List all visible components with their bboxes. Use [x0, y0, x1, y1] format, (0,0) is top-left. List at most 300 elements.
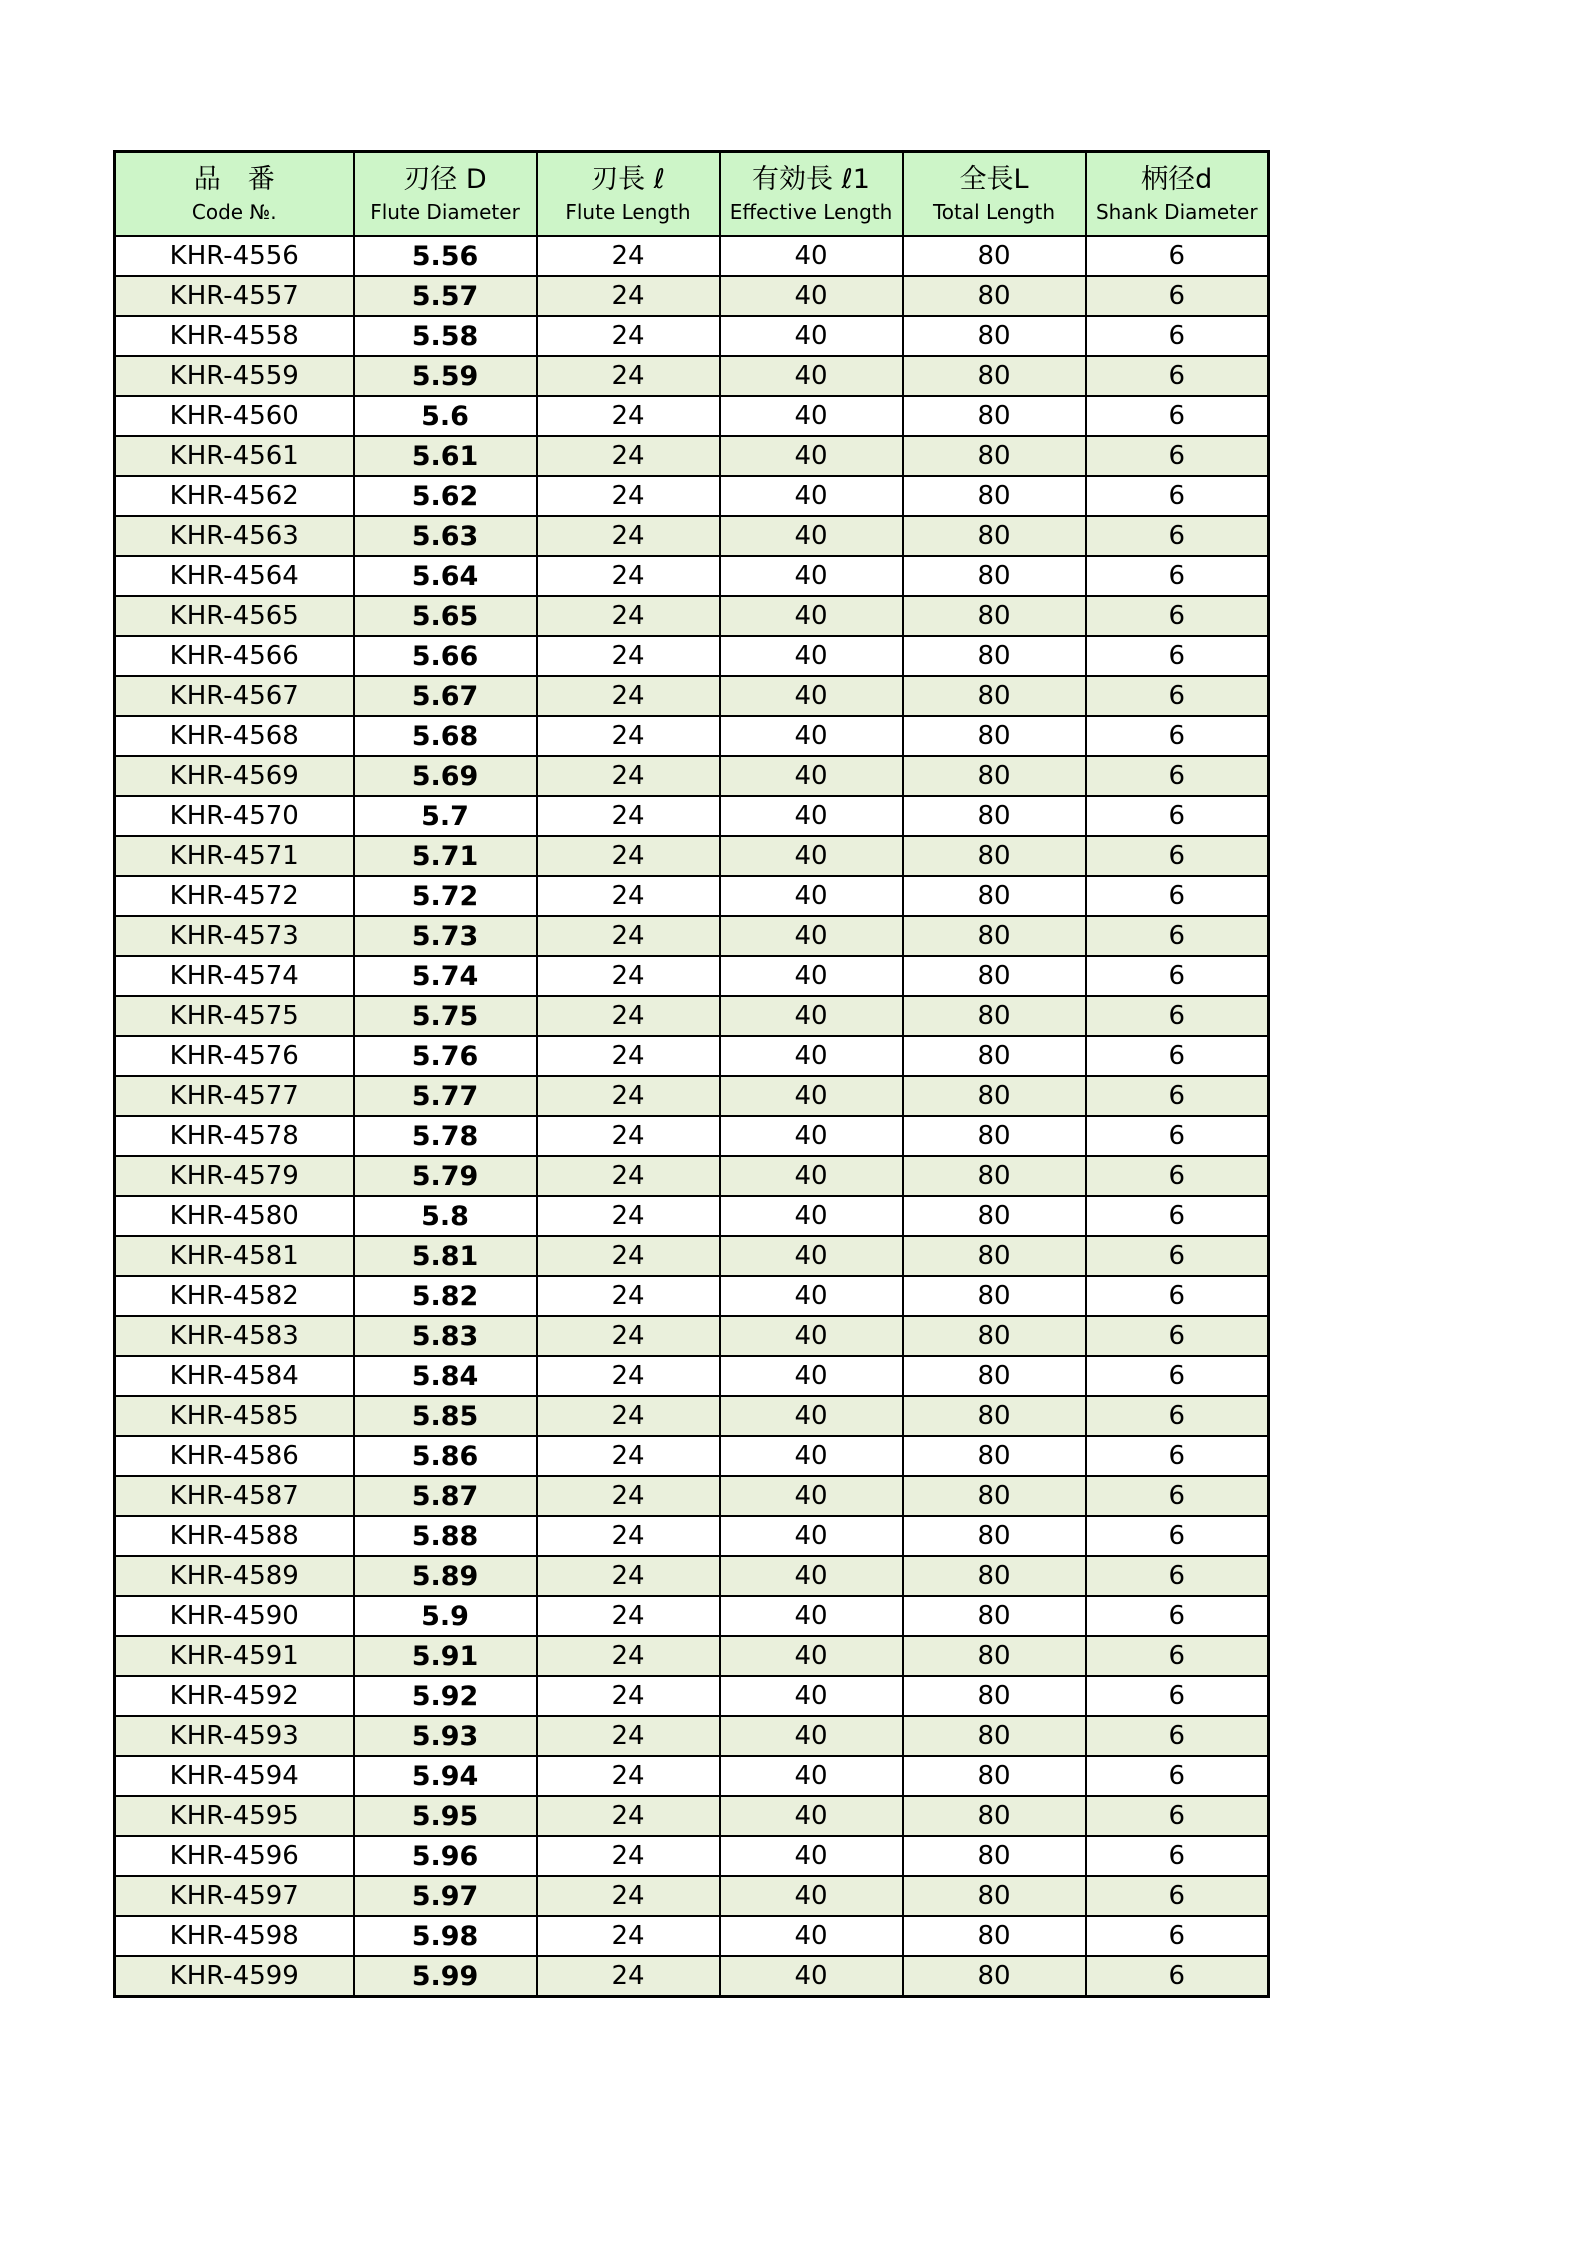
- effective-length-cell: 40: [720, 556, 903, 596]
- flute-length-cell: 24: [537, 1556, 720, 1596]
- shank-diameter-cell: 6: [1086, 1596, 1269, 1636]
- table-row: [115, 1236, 1269, 1276]
- code-cell: KHR-4590: [115, 1596, 354, 1636]
- header-shank-diameter-jp: 柄径d: [1141, 164, 1213, 196]
- header-shank-diameter-en: Shank Diameter: [1095, 199, 1258, 224]
- code-cell: KHR-4573: [115, 916, 354, 956]
- shank-diameter-cell: 6: [1086, 876, 1269, 916]
- table-row: [115, 1556, 1269, 1596]
- table-row: [115, 436, 1269, 476]
- total-length-cell: 80: [903, 316, 1086, 356]
- shank-diameter-cell: 6: [1086, 276, 1269, 316]
- code-cell: KHR-4588: [115, 1516, 354, 1556]
- total-length-cell: 80: [903, 836, 1086, 876]
- effective-length-cell: 40: [720, 1156, 903, 1196]
- total-length-cell: 80: [903, 1436, 1086, 1476]
- flute-diameter-cell: 5.79: [354, 1156, 537, 1196]
- table-row: [115, 756, 1269, 796]
- table-row: [115, 1836, 1269, 1876]
- flute-diameter-cell: 5.78: [354, 1116, 537, 1156]
- shank-diameter-cell: 6: [1086, 916, 1269, 956]
- shank-diameter-cell: 6: [1086, 356, 1269, 396]
- flute-diameter-cell: 5.94: [354, 1756, 537, 1796]
- table-row: [115, 716, 1269, 756]
- flute-diameter-cell: 5.66: [354, 636, 537, 676]
- flute-diameter-cell: 5.81: [354, 1236, 537, 1276]
- total-length-cell: 80: [903, 716, 1086, 756]
- flute-diameter-cell: 5.91: [354, 1636, 537, 1676]
- total-length-cell: 80: [903, 1636, 1086, 1676]
- shank-diameter-cell: 6: [1086, 1636, 1269, 1676]
- flute-diameter-cell: 5.61: [354, 436, 537, 476]
- table-row: [115, 1316, 1269, 1356]
- table-row: [115, 1076, 1269, 1116]
- total-length-cell: 80: [903, 1676, 1086, 1716]
- header-flute-diameter-en: Flute Diameter: [370, 199, 520, 224]
- total-length-cell: 80: [903, 236, 1086, 276]
- total-length-cell: 80: [903, 1356, 1086, 1396]
- header-shank-diameter: [1086, 152, 1269, 237]
- shank-diameter-cell: 6: [1086, 716, 1269, 756]
- code-cell: KHR-4566: [115, 636, 354, 676]
- effective-length-cell: 40: [720, 1836, 903, 1876]
- total-length-cell: 80: [903, 1476, 1086, 1516]
- table-row: [115, 1516, 1269, 1556]
- flute-length-cell: 24: [537, 1276, 720, 1316]
- effective-length-cell: 40: [720, 236, 903, 276]
- flute-length-cell: 24: [537, 1716, 720, 1756]
- flute-diameter-cell: 5.67: [354, 676, 537, 716]
- table-row: [115, 1676, 1269, 1716]
- flute-length-cell: 24: [537, 676, 720, 716]
- shank-diameter-cell: 6: [1086, 1196, 1269, 1236]
- flute-diameter-cell: 5.98: [354, 1916, 537, 1956]
- flute-diameter-cell: 5.68: [354, 716, 537, 756]
- table-row: [115, 596, 1269, 636]
- shank-diameter-cell: 6: [1086, 1836, 1269, 1876]
- table-row: [115, 1756, 1269, 1796]
- table-row: [115, 1036, 1269, 1076]
- flute-diameter-cell: 5.93: [354, 1716, 537, 1756]
- code-cell: KHR-4577: [115, 1076, 354, 1116]
- table-row: [115, 916, 1269, 956]
- table-row: [115, 1636, 1269, 1676]
- table-row: [115, 396, 1269, 436]
- flute-length-cell: 24: [537, 836, 720, 876]
- header-code: [115, 152, 354, 237]
- flute-length-cell: 24: [537, 1156, 720, 1196]
- code-cell: KHR-4598: [115, 1916, 354, 1956]
- flute-diameter-cell: 5.96: [354, 1836, 537, 1876]
- flute-length-cell: 24: [537, 1476, 720, 1516]
- code-cell: KHR-4558: [115, 316, 354, 356]
- effective-length-cell: 40: [720, 476, 903, 516]
- flute-length-cell: 24: [537, 956, 720, 996]
- effective-length-cell: 40: [720, 1556, 903, 1596]
- total-length-cell: 80: [903, 1516, 1086, 1556]
- total-length-cell: 80: [903, 556, 1086, 596]
- table-row: [115, 996, 1269, 1036]
- header-flute-diameter: [354, 152, 537, 237]
- shank-diameter-cell: 6: [1086, 1556, 1269, 1596]
- flute-length-cell: 24: [537, 1396, 720, 1436]
- shank-diameter-cell: 6: [1086, 1236, 1269, 1276]
- effective-length-cell: 40: [720, 676, 903, 716]
- total-length-cell: 80: [903, 1596, 1086, 1636]
- effective-length-cell: 40: [720, 1116, 903, 1156]
- table-row: [115, 316, 1269, 356]
- shank-diameter-cell: 6: [1086, 1796, 1269, 1836]
- effective-length-cell: 40: [720, 1796, 903, 1836]
- header-total-length: [903, 152, 1086, 237]
- total-length-cell: 80: [903, 1116, 1086, 1156]
- code-cell: KHR-4585: [115, 1396, 354, 1436]
- table-row: [115, 1596, 1269, 1636]
- shank-diameter-cell: 6: [1086, 396, 1269, 436]
- flute-diameter-cell: 5.8: [354, 1196, 537, 1236]
- total-length-cell: 80: [903, 796, 1086, 836]
- flute-diameter-cell: 5.71: [354, 836, 537, 876]
- total-length-cell: 80: [903, 636, 1086, 676]
- flute-length-cell: 24: [537, 1236, 720, 1276]
- code-cell: KHR-4569: [115, 756, 354, 796]
- code-cell: KHR-4572: [115, 876, 354, 916]
- code-cell: KHR-4578: [115, 1116, 354, 1156]
- header-total-length-jp: 全長L: [959, 164, 1029, 196]
- code-cell: KHR-4580: [115, 1196, 354, 1236]
- flute-diameter-cell: 5.88: [354, 1516, 537, 1556]
- flute-length-cell: 24: [537, 236, 720, 276]
- effective-length-cell: 40: [720, 836, 903, 876]
- total-length-cell: 80: [903, 1756, 1086, 1796]
- total-length-cell: 80: [903, 596, 1086, 636]
- total-length-cell: 80: [903, 1836, 1086, 1876]
- effective-length-cell: 40: [720, 996, 903, 1036]
- effective-length-cell: 40: [720, 356, 903, 396]
- total-length-cell: 80: [903, 1316, 1086, 1356]
- flute-diameter-cell: 5.83: [354, 1316, 537, 1356]
- flute-length-cell: 24: [537, 1796, 720, 1836]
- shank-diameter-cell: 6: [1086, 1956, 1269, 1997]
- effective-length-cell: 40: [720, 516, 903, 556]
- code-cell: KHR-4583: [115, 1316, 354, 1356]
- total-length-cell: 80: [903, 1076, 1086, 1116]
- code-cell: KHR-4565: [115, 596, 354, 636]
- table-row: [115, 796, 1269, 836]
- code-cell: KHR-4589: [115, 1556, 354, 1596]
- total-length-cell: 80: [903, 1796, 1086, 1836]
- code-cell: KHR-4568: [115, 716, 354, 756]
- shank-diameter-cell: 6: [1086, 1116, 1269, 1156]
- flute-diameter-cell: 5.72: [354, 876, 537, 916]
- shank-diameter-cell: 6: [1086, 596, 1269, 636]
- table-row: [115, 276, 1269, 316]
- flute-length-cell: 24: [537, 1316, 720, 1356]
- shank-diameter-cell: 6: [1086, 956, 1269, 996]
- shank-diameter-cell: 6: [1086, 1476, 1269, 1516]
- shank-diameter-cell: 6: [1086, 1076, 1269, 1116]
- shank-diameter-cell: 6: [1086, 1716, 1269, 1756]
- flute-diameter-cell: 5.99: [354, 1956, 537, 1997]
- code-cell: KHR-4582: [115, 1276, 354, 1316]
- flute-length-cell: 24: [537, 1196, 720, 1236]
- total-length-cell: 80: [903, 1276, 1086, 1316]
- flute-diameter-cell: 5.62: [354, 476, 537, 516]
- flute-length-cell: 24: [537, 1596, 720, 1636]
- shank-diameter-cell: 6: [1086, 1316, 1269, 1356]
- flute-diameter-cell: 5.59: [354, 356, 537, 396]
- flute-diameter-cell: 5.75: [354, 996, 537, 1036]
- total-length-cell: 80: [903, 1876, 1086, 1916]
- effective-length-cell: 40: [720, 1636, 903, 1676]
- effective-length-cell: 40: [720, 396, 903, 436]
- table-row: [115, 1276, 1269, 1316]
- flute-diameter-cell: 5.97: [354, 1876, 537, 1916]
- flute-diameter-cell: 5.56: [354, 236, 537, 276]
- table-row: [115, 1716, 1269, 1756]
- code-cell: KHR-4594: [115, 1756, 354, 1796]
- flute-length-cell: 24: [537, 1876, 720, 1916]
- shank-diameter-cell: 6: [1086, 836, 1269, 876]
- total-length-cell: 80: [903, 956, 1086, 996]
- table-row: [115, 556, 1269, 596]
- total-length-cell: 80: [903, 396, 1086, 436]
- total-length-cell: 80: [903, 436, 1086, 476]
- shank-diameter-cell: 6: [1086, 1036, 1269, 1076]
- shank-diameter-cell: 6: [1086, 1876, 1269, 1916]
- flute-length-cell: 24: [537, 1356, 720, 1396]
- code-cell: KHR-4574: [115, 956, 354, 996]
- shank-diameter-cell: 6: [1086, 1276, 1269, 1316]
- effective-length-cell: 40: [720, 1276, 903, 1316]
- effective-length-cell: 40: [720, 1076, 903, 1116]
- header-effective-length: [720, 152, 903, 237]
- effective-length-cell: 40: [720, 876, 903, 916]
- table-row: [115, 956, 1269, 996]
- effective-length-cell: 40: [720, 796, 903, 836]
- total-length-cell: 80: [903, 676, 1086, 716]
- flute-length-cell: 24: [537, 796, 720, 836]
- code-cell: KHR-4599: [115, 1956, 354, 1997]
- flute-diameter-cell: 5.58: [354, 316, 537, 356]
- flute-diameter-cell: 5.69: [354, 756, 537, 796]
- effective-length-cell: 40: [720, 756, 903, 796]
- shank-diameter-cell: 6: [1086, 1916, 1269, 1956]
- shank-diameter-cell: 6: [1086, 556, 1269, 596]
- flute-length-cell: 24: [537, 1676, 720, 1716]
- flute-diameter-cell: 5.73: [354, 916, 537, 956]
- table-row: [115, 1196, 1269, 1236]
- table-row: [115, 236, 1269, 276]
- effective-length-cell: 40: [720, 1476, 903, 1516]
- flute-diameter-cell: 5.9: [354, 1596, 537, 1636]
- code-cell: KHR-4596: [115, 1836, 354, 1876]
- code-cell: KHR-4581: [115, 1236, 354, 1276]
- header-flute-length-en: Flute Length: [565, 199, 691, 224]
- flute-diameter-cell: 5.77: [354, 1076, 537, 1116]
- code-cell: KHR-4556: [115, 236, 354, 276]
- table-row: [115, 1436, 1269, 1476]
- shank-diameter-cell: 6: [1086, 236, 1269, 276]
- effective-length-cell: 40: [720, 316, 903, 356]
- flute-length-cell: 24: [537, 1636, 720, 1676]
- effective-length-cell: 40: [720, 1516, 903, 1556]
- flute-diameter-cell: 5.89: [354, 1556, 537, 1596]
- flute-length-cell: 24: [537, 1116, 720, 1156]
- effective-length-cell: 40: [720, 1316, 903, 1356]
- effective-length-cell: 40: [720, 1756, 903, 1796]
- total-length-cell: 80: [903, 1396, 1086, 1436]
- effective-length-cell: 40: [720, 1196, 903, 1236]
- flute-length-cell: 24: [537, 516, 720, 556]
- flute-diameter-cell: 5.82: [354, 1276, 537, 1316]
- shank-diameter-cell: 6: [1086, 1396, 1269, 1436]
- total-length-cell: 80: [903, 1036, 1086, 1076]
- total-length-cell: 80: [903, 876, 1086, 916]
- shank-diameter-cell: 6: [1086, 1436, 1269, 1476]
- shank-diameter-cell: 6: [1086, 1516, 1269, 1556]
- flute-length-cell: 24: [537, 996, 720, 1036]
- total-length-cell: 80: [903, 1716, 1086, 1756]
- header-flute-length-jp: 刃長 ℓ: [591, 164, 665, 196]
- flute-length-cell: 24: [537, 1956, 720, 1997]
- shank-diameter-cell: 6: [1086, 1676, 1269, 1716]
- table-row: [115, 476, 1269, 516]
- header-effective-length-en: Effective Length: [729, 199, 893, 224]
- code-cell: KHR-4592: [115, 1676, 354, 1716]
- flute-length-cell: 24: [537, 1836, 720, 1876]
- flute-diameter-cell: 5.76: [354, 1036, 537, 1076]
- shank-diameter-cell: 6: [1086, 1356, 1269, 1396]
- shank-diameter-cell: 6: [1086, 476, 1269, 516]
- table-row: [115, 1396, 1269, 1436]
- effective-length-cell: 40: [720, 596, 903, 636]
- shank-diameter-cell: 6: [1086, 636, 1269, 676]
- flute-diameter-cell: 5.87: [354, 1476, 537, 1516]
- total-length-cell: 80: [903, 996, 1086, 1036]
- table-row: [115, 1796, 1269, 1836]
- table-row: [115, 636, 1269, 676]
- flute-diameter-cell: 5.64: [354, 556, 537, 596]
- shank-diameter-cell: 6: [1086, 316, 1269, 356]
- header-flute-length: [537, 152, 720, 237]
- flute-diameter-cell: 5.84: [354, 1356, 537, 1396]
- flute-diameter-cell: 5.63: [354, 516, 537, 556]
- total-length-cell: 80: [903, 516, 1086, 556]
- total-length-cell: 80: [903, 1156, 1086, 1196]
- code-cell: KHR-4561: [115, 436, 354, 476]
- table-row: [115, 1156, 1269, 1196]
- flute-length-cell: 24: [537, 1076, 720, 1116]
- code-cell: KHR-4571: [115, 836, 354, 876]
- header-row: [115, 152, 1269, 237]
- header-flute-diameter-jp: 刃径 D: [403, 164, 487, 196]
- total-length-cell: 80: [903, 1196, 1086, 1236]
- effective-length-cell: 40: [720, 1596, 903, 1636]
- total-length-cell: 80: [903, 476, 1086, 516]
- flute-diameter-cell: 5.65: [354, 596, 537, 636]
- code-cell: KHR-4584: [115, 1356, 354, 1396]
- code-cell: KHR-4557: [115, 276, 354, 316]
- header-code-en: Code №.: [191, 199, 277, 224]
- shank-diameter-cell: 6: [1086, 516, 1269, 556]
- effective-length-cell: 40: [720, 1436, 903, 1476]
- code-cell: KHR-4587: [115, 1476, 354, 1516]
- flute-diameter-cell: 5.95: [354, 1796, 537, 1836]
- flute-length-cell: 24: [537, 436, 720, 476]
- flute-length-cell: 24: [537, 876, 720, 916]
- effective-length-cell: 40: [720, 636, 903, 676]
- flute-length-cell: 24: [537, 916, 720, 956]
- total-length-cell: 80: [903, 1236, 1086, 1276]
- table-row: [115, 1916, 1269, 1956]
- flute-length-cell: 24: [537, 356, 720, 396]
- spec-table: [113, 150, 1270, 1998]
- flute-diameter-cell: 5.7: [354, 796, 537, 836]
- shank-diameter-cell: 6: [1086, 756, 1269, 796]
- table-row: [115, 1476, 1269, 1516]
- table-row: [115, 356, 1269, 396]
- code-cell: KHR-4595: [115, 1796, 354, 1836]
- effective-length-cell: 40: [720, 1716, 903, 1756]
- shank-diameter-cell: 6: [1086, 1156, 1269, 1196]
- total-length-cell: 80: [903, 916, 1086, 956]
- code-cell: KHR-4575: [115, 996, 354, 1036]
- flute-diameter-cell: 5.57: [354, 276, 537, 316]
- table-row: [115, 836, 1269, 876]
- effective-length-cell: 40: [720, 1676, 903, 1716]
- total-length-cell: 80: [903, 756, 1086, 796]
- shank-diameter-cell: 6: [1086, 1756, 1269, 1796]
- shank-diameter-cell: 6: [1086, 996, 1269, 1036]
- effective-length-cell: 40: [720, 1036, 903, 1076]
- flute-length-cell: 24: [537, 1036, 720, 1076]
- header-code-jp: 品 番: [193, 164, 275, 196]
- effective-length-cell: 40: [720, 1876, 903, 1916]
- code-cell: KHR-4567: [115, 676, 354, 716]
- shank-diameter-cell: 6: [1086, 796, 1269, 836]
- header-total-length-en: Total Length: [932, 199, 1056, 224]
- code-cell: KHR-4562: [115, 476, 354, 516]
- effective-length-cell: 40: [720, 1916, 903, 1956]
- code-cell: KHR-4576: [115, 1036, 354, 1076]
- flute-diameter-cell: 5.86: [354, 1436, 537, 1476]
- code-cell: KHR-4591: [115, 1636, 354, 1676]
- effective-length-cell: 40: [720, 276, 903, 316]
- flute-length-cell: 24: [537, 276, 720, 316]
- code-cell: KHR-4586: [115, 1436, 354, 1476]
- total-length-cell: 80: [903, 1556, 1086, 1596]
- flute-length-cell: 24: [537, 1436, 720, 1476]
- flute-length-cell: 24: [537, 716, 720, 756]
- effective-length-cell: 40: [720, 436, 903, 476]
- shank-diameter-cell: 6: [1086, 676, 1269, 716]
- flute-length-cell: 24: [537, 1516, 720, 1556]
- table-row: [115, 876, 1269, 916]
- table-row: [115, 1356, 1269, 1396]
- effective-length-cell: 40: [720, 1236, 903, 1276]
- table-row: [115, 676, 1269, 716]
- total-length-cell: 80: [903, 1916, 1086, 1956]
- flute-diameter-cell: 5.74: [354, 956, 537, 996]
- code-cell: KHR-4564: [115, 556, 354, 596]
- total-length-cell: 80: [903, 1956, 1086, 1997]
- total-length-cell: 80: [903, 276, 1086, 316]
- total-length-cell: 80: [903, 356, 1086, 396]
- table-row: [115, 516, 1269, 556]
- effective-length-cell: 40: [720, 1396, 903, 1436]
- flute-diameter-cell: 5.92: [354, 1676, 537, 1716]
